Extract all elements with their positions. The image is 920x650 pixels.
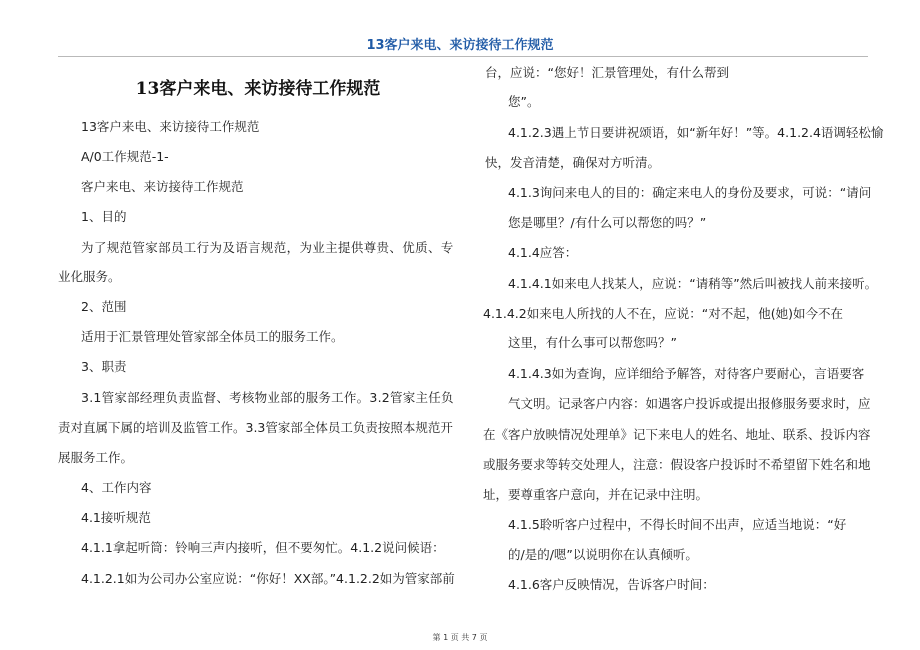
document-title: 13客户来电、来访接待工作规范 [135, 79, 381, 99]
paragraph-line: 为了规范管家部员工行为及语言规范，为业主提供尊贵、优质、专 [81, 240, 454, 255]
paragraph-line: 4.1.4.2如来电人所找的人不在，应说：“对不起，他(她)如今不在 [483, 306, 843, 321]
paragraph-line: 4.1.4.1如来电人找某人，应说：“请稍等”然后叫被找人前来接听。 [508, 276, 878, 291]
paragraph-line: 13客户来电、来访接待工作规范 [81, 119, 260, 134]
section-heading: 2、范围 [81, 299, 127, 314]
paragraph-line: 或服务要求等转交处理人，注意：假设客户投诉时不希望留下姓名和地 [483, 457, 871, 472]
paragraph-line: 责对直属下属的培训及监管工作。3.3管家部全体员工负责按照本规范开 [58, 420, 453, 435]
page-footer: 第 1 页 共 7 页 [432, 633, 488, 642]
paragraph-line: 4.1.2.3遇上节日要讲祝颂语，如“新年好！”等。4.1.2.4语调轻松愉 [508, 125, 884, 140]
section-heading: 3、职责 [81, 359, 127, 374]
paragraph-line: 址，要尊重客户意向，并在记录中注明。 [483, 487, 709, 502]
paragraph-line: 4.1.5聆听客户过程中，不得长时间不出声，应适当地说：“好 [508, 517, 847, 532]
paragraph-line: 客户来电、来访接待工作规范 [81, 179, 244, 194]
paragraph-line: 4.1.4应答： [508, 245, 578, 260]
paragraph-line: 4.1.3询问来电人的目的：确定来电人的身份及要求，可说：“请问 [508, 185, 872, 200]
paragraph-line: 的/是的/嗯”以说明你在认真倾听。 [508, 547, 698, 562]
paragraph-line: 您”。 [508, 94, 540, 109]
paragraph-line: 您是哪里？/有什么可以帮您的吗？” [508, 215, 707, 230]
paragraph-line: 4.1接听规范 [81, 510, 151, 525]
page-header: 13客户来电、来访接待工作规范 [366, 38, 554, 53]
section-heading: 1、目的 [81, 209, 127, 224]
paragraph-line: 适用于汇景管理处管家部全体员工的服务工作。 [81, 329, 344, 344]
paragraph-line: 气文明。记录客户内容：如遇客户投诉或提出报修服务要求时，应 [508, 396, 871, 411]
paragraph-line: 展服务工作。 [58, 450, 134, 465]
paragraph-line: 3.1管家部经理负责监督、考核物业部的服务工作。3.2管家主任负 [81, 390, 454, 405]
paragraph-line: 业化服务。 [58, 269, 121, 284]
paragraph-line: 4.1.1拿起听筒：铃响三声内接听，但不要匆忙。4.1.2说问候语： [81, 540, 445, 555]
section-heading: 4、工作内容 [81, 480, 152, 495]
paragraph-line: 在《客户放映情况处理单》记下来电人的姓名、地址、联系、投诉内容 [483, 427, 871, 442]
header-rule [58, 56, 868, 57]
paragraph-line: 台，应说：“您好！汇景管理处，有什么帮到 [485, 65, 729, 80]
paragraph-line: 快，发音清楚，确保对方听清。 [485, 155, 661, 170]
paragraph-line: 4.1.2.1如为公司办公室应说：“你好！XX部。”4.1.2.2如为管家部前 [81, 571, 455, 586]
paragraph-line: A/0工作规范-1- [81, 149, 169, 164]
paragraph-line: 这里，有什么事可以帮您吗？” [508, 335, 677, 350]
paragraph-line: 4.1.6客户反映情况，告诉客户时间： [508, 577, 715, 592]
paragraph-line: 4.1.4.3如为查询，应详细给予解答，对待客户要耐心，言语要客 [508, 366, 865, 381]
